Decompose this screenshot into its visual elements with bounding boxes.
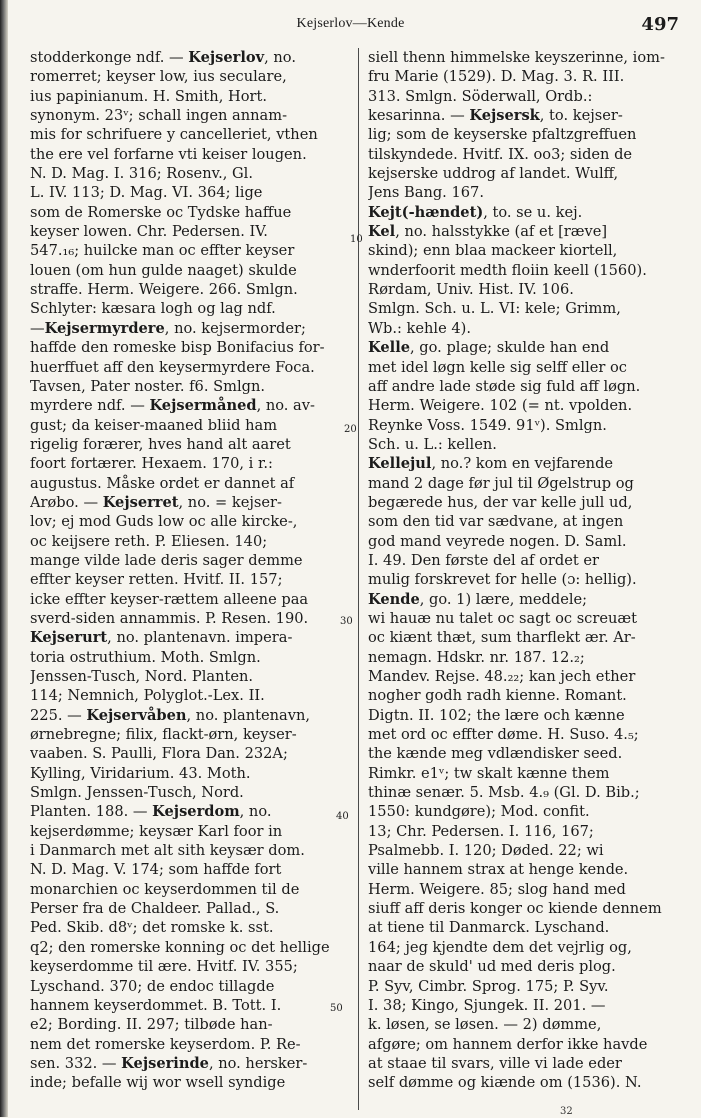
text-line: rigelig forærer, hves hand alt aaret xyxy=(30,435,291,453)
text-line: siuff aff deris konger oc kiende dennem xyxy=(368,900,662,918)
text-line: naar de skuld' ud med deris plog. xyxy=(368,958,616,976)
text-line: monarchien oc keyserdommen til de xyxy=(30,880,300,898)
headword: Kejserdom xyxy=(152,803,240,821)
text-line: Tavsen, Pater noster. f6. Smlgn. xyxy=(30,377,266,395)
text-line: 1550: kundgøre); Mod. confit. xyxy=(368,803,590,821)
text-line: Kejt(-hændet), to. se u. kej. xyxy=(368,203,583,221)
text-line: nogher godh radh kienne. Romant. xyxy=(368,687,627,705)
text-line: N. D. Mag. I. 316; Rosenv., Gl. xyxy=(30,165,253,183)
page-header xyxy=(0,14,701,40)
headword: Kelle xyxy=(368,339,411,357)
text-line: the ere vel forfarne vti keiser lougen. xyxy=(30,145,307,163)
headword: Kel xyxy=(368,223,396,241)
text-line: —Kejsermyrdere, no. kejsermorder; xyxy=(30,319,306,337)
text-line: straffe. Herm. Weigere. 266. Smlgn. xyxy=(30,281,298,299)
text-line: 114; Nemnich, Polyglot.-Lex. II. xyxy=(30,687,265,705)
text-line: Rimkr. e1ᵛ; tw skalt kænne them xyxy=(368,764,610,782)
text-line: wi hauæ nu talet oc sagt oc screuæt xyxy=(368,609,637,627)
text-line: Digtn. II. 102; the lære och kænne xyxy=(368,706,625,724)
text-line: fru Marie (1529). D. Mag. 3. R. III. xyxy=(368,68,625,86)
text-line: som de Romerske oc Tydske haffue xyxy=(30,203,292,221)
signature-mark: 32 xyxy=(560,1106,573,1117)
text-line: Kejserurt, no. plantenavn. impera- xyxy=(30,629,293,647)
text-line: lig; som de keyserske pfaltzgreffuen xyxy=(368,126,637,144)
text-line: I. 38; Kingo, Sjungek. II. 201. — xyxy=(368,996,606,1014)
text-line: nemagn. Hdskr. nr. 187. 12.₂; xyxy=(368,648,585,666)
headword: Kejserurt xyxy=(30,629,108,647)
text-line: aff andre lade støde sig fuld aff løgn. xyxy=(368,377,641,395)
text-line: Ped. Skib. d8ᵛ; det romske k. sst. xyxy=(30,919,274,937)
text-line: romerret; keyser low, ius seculare, xyxy=(30,68,287,86)
text-line: L. IV. 113; D. Mag. VI. 364; lige xyxy=(30,184,263,202)
text-line: Reynke Voss. 1549. 91ᵛ). Smlgn. xyxy=(368,416,607,434)
text-line: Rørdam, Univ. Hist. IV. 106. xyxy=(368,281,574,299)
text-line: gust; da keiser-maaned bliid ham xyxy=(30,416,278,434)
text-line: 225. — Kejservåben, no. plantenavn, xyxy=(30,706,311,724)
text-line: I. 49. Den første del af ordet er xyxy=(368,551,599,569)
text-line: Kel, no. halsstykke (af et [ræve] xyxy=(368,223,608,241)
text-line: Perser fra de Chaldeer. Pallad., S. xyxy=(30,900,280,918)
headword: Kejserinde xyxy=(121,1054,209,1072)
headword: Kejserret xyxy=(102,493,179,511)
text-line: oc keijsere reth. P. Eliesen. 140; xyxy=(30,532,268,550)
text-line: P. Syv, Cimbr. Sprog. 175; P. Syv. xyxy=(368,977,609,995)
text-line: Kylling, Viridarium. 43. Moth. xyxy=(30,764,251,782)
text-line: mulig forskrevet for helle (ɔ: hellig). xyxy=(368,571,637,589)
text-line: Lyschand. 370; de endoc tillagde xyxy=(30,977,275,995)
text-line: mand 2 dage før jul til Øgelstrup og xyxy=(368,474,634,492)
text-line: kesarinna. — Kejsersk, to. kejser- xyxy=(368,107,623,125)
line-number: 30 xyxy=(340,616,353,627)
text-line: nem det romerske keyserdom. P. Re- xyxy=(30,1035,301,1053)
text-line: Kelle, go. plage; skulde han end xyxy=(368,339,610,357)
headword: Kejsermyrdere xyxy=(44,319,165,337)
headword: Kejserlov xyxy=(188,49,265,66)
text-line: myrdere ndf. — Kejsermåned, no. av- xyxy=(30,397,315,415)
text-line: Schlyter: kæsara logh og lag ndf. xyxy=(30,300,276,318)
line-number: 20 xyxy=(344,424,357,435)
text-line: afgøre; om hannem derfor ikke havde xyxy=(368,1035,648,1053)
text-line: stodderkonge ndf. — Kejserlov, no. xyxy=(30,49,296,66)
text-line: Jens Bang. 167. xyxy=(368,184,484,202)
text-line: self dømme og kiænde om (1536). N. xyxy=(368,1074,642,1092)
text-line: q2; den romerske konning oc det hellige xyxy=(30,938,330,956)
right-column xyxy=(368,48,696,1093)
text-line: begærede hus, der var kelle jull ud, xyxy=(368,493,633,511)
text-line: met idel løgn kelle sig selff eller oc xyxy=(368,358,627,376)
headword: Kejsermåned xyxy=(149,397,257,415)
text-line: 13; Chr. Pedersen. I. 116, 167; xyxy=(368,822,594,840)
headword: Kende xyxy=(368,590,420,608)
text-line: i Danmarch met alt sith keysær dom. xyxy=(30,842,305,860)
headword: Kejservåben xyxy=(86,706,187,724)
text-line: augustus. Måske ordet er dannet af xyxy=(30,474,295,492)
text-line: icke effter keyser-rættem alleene paa xyxy=(30,590,309,608)
text-line: Smlgn. Jenssen-Tusch, Nord. xyxy=(30,784,244,802)
left-column xyxy=(30,48,352,1093)
text-line: 313. Smlgn. Söderwall, Ordb.: xyxy=(368,87,593,105)
text-line: wnderfoorit medth floiin keell (1560). xyxy=(368,261,647,279)
text-line: vaaben. S. Paulli, Flora Dan. 232A; xyxy=(30,745,288,763)
text-line: hannem keyserdommet. B. Tott. I. xyxy=(30,996,282,1014)
text-line: Kellejul, no.? kom en vejfarende xyxy=(368,455,614,473)
text-line: the kænde meg vdlændisker seed. xyxy=(368,745,623,763)
text-line: thinæ senær. 5. Msb. 4.₉ (Gl. D. Bib.; xyxy=(368,784,640,802)
text-line: inde; befalle wij wor wsell syndige xyxy=(30,1074,286,1092)
text-line: Planten. 188. — Kejserdom, no. xyxy=(30,803,272,821)
text-line: met ord oc effter døme. H. Suso. 4.₅; xyxy=(368,726,639,744)
text-line: synonym. 23ᵛ; schall ingen annam- xyxy=(30,107,288,125)
line-number: 40 xyxy=(336,811,349,822)
text-line: Arøbo. — Kejserret, no. = kejser- xyxy=(30,493,282,511)
text-line: ørnebregne; filix, flackt-ørn, keyser- xyxy=(30,726,297,744)
text-line: Psalmebb. I. 120; Døded. 22; wi xyxy=(368,842,604,860)
text-line: Herm. Weigere. 102 (= nt. vpolden. xyxy=(368,397,633,415)
text-line: kejserdømme; keysær Karl foor in xyxy=(30,822,283,840)
text-line: keyser lowen. Chr. Pedersen. IV. xyxy=(30,223,268,241)
running-head: Kejserlov—Kende xyxy=(296,16,405,31)
headword: Kellejul xyxy=(368,455,432,473)
text-line: Sch. u. L.: kellen. xyxy=(368,435,497,453)
text-line: god mand veyrede nogen. D. Saml. xyxy=(368,532,627,550)
text-line: haffde den romeske bisp Bonifacius for- xyxy=(30,339,325,357)
text-line: Smlgn. Sch. u. L. VI: kele; Grimm, xyxy=(368,300,621,318)
text-line: 547.₁₆; huilcke man oc effter keyser xyxy=(30,242,295,260)
text-line: som den tid var sædvane, at ingen xyxy=(368,513,624,531)
text-line: keyserdomme til ære. Hvitf. IV. 355; xyxy=(30,958,298,976)
text-line: sverd-siden annammis. P. Resen. 190. xyxy=(30,609,309,627)
text-line: Jenssen-Tusch, Nord. Planten. xyxy=(30,668,254,685)
text-line: louen (om hun gulde naaget) skulde xyxy=(30,261,297,279)
text-line: at tiene til Danmarck. Lyschand. xyxy=(368,919,610,937)
text-line: N. D. Mag. V. 174; som haffde fort xyxy=(30,861,282,879)
text-line: oc kiænt thæt, sum tharflekt ær. Ar- xyxy=(368,629,636,647)
text-line: mange vilde lade deris sager demme xyxy=(30,551,303,569)
headword: Kejsersk xyxy=(469,107,540,125)
text-line: toria ostruthium. Moth. Smlgn. xyxy=(30,648,261,666)
text-line: 164; jeg kjendte dem det vejrlig og, xyxy=(368,938,632,956)
text-line: Wb.: kehle 4). xyxy=(368,319,471,337)
text-line: skind); enn blaa mackeer kiortell, xyxy=(368,242,618,260)
text-line: kejserske uddrog af landet. Wulff, xyxy=(368,165,619,183)
column-rule xyxy=(358,48,359,1110)
book-spine-shadow xyxy=(0,0,8,1117)
text-line: mis for schrifuere y cancelleriet, vthen xyxy=(30,126,318,144)
headword: Kejt(-hændet) xyxy=(368,203,484,221)
text-line: k. løsen, se løsen. — 2) dømme, xyxy=(368,1016,602,1034)
page-number: 497 xyxy=(641,14,679,35)
text-line: at staae til svars, ville vi lade eder xyxy=(368,1054,622,1072)
text-line: sen. 332. — Kejserinde, no. hersker- xyxy=(30,1054,308,1072)
line-number: 10 xyxy=(350,234,363,245)
text-line: Mandev. Rejse. 48.₂₂; kan jech ether xyxy=(368,668,636,685)
text-line: siell thenn himmelske keyszerinne, iom- xyxy=(368,49,665,66)
text-line: ius papinianum. H. Smith, Hort. xyxy=(30,87,267,105)
text-line: Kende, go. 1) lære, meddele; xyxy=(368,590,588,608)
text-line: ville hannem strax at henge kende. xyxy=(368,861,629,879)
text-line: e2; Bording. II. 297; tilbøde han- xyxy=(30,1016,273,1034)
text-line: lov; ej mod Guds low oc alle kircke-, xyxy=(30,513,298,531)
text-line: effter keyser retten. Hvitf. II. 157; xyxy=(30,571,283,589)
line-number: 50 xyxy=(330,1003,343,1014)
text-line: foort fortærer. Hexaem. 170, i r.: xyxy=(30,455,273,473)
text-line: huerffuet aff den keysermyrdere Foca. xyxy=(30,358,315,376)
text-line: tilskyndede. Hvitf. IX. oo3; siden de xyxy=(368,145,633,163)
text-line: Herm. Weigere. 85; slog hand med xyxy=(368,880,626,898)
